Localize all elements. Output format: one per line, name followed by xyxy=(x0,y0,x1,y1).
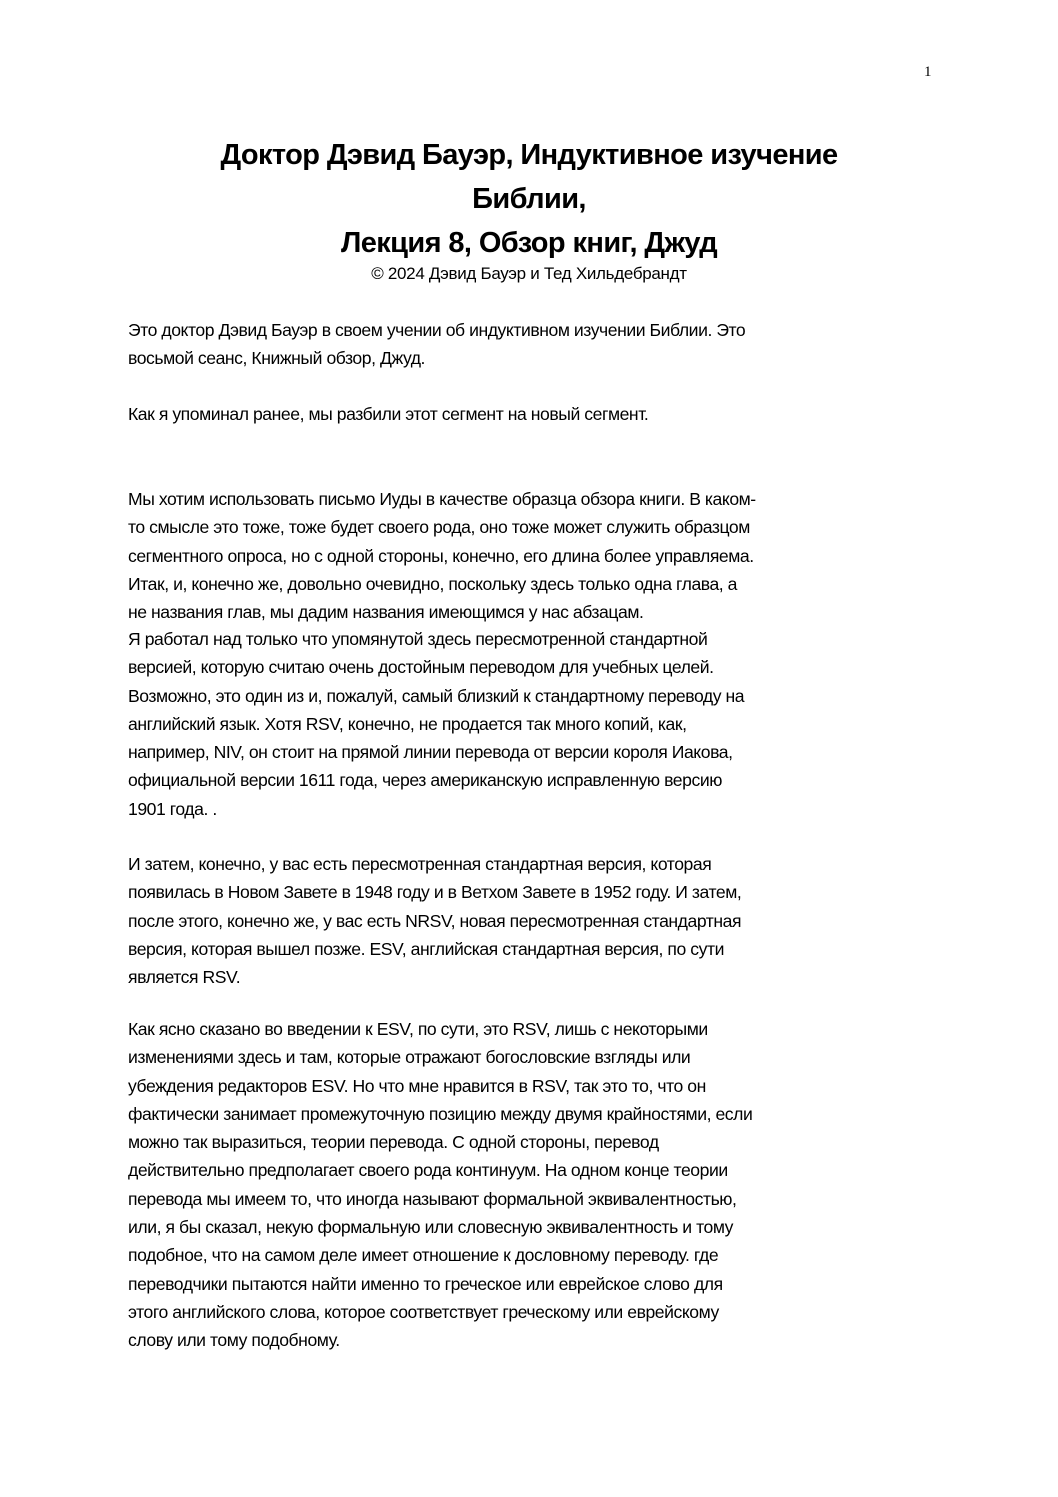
paragraph-line: Как ясно сказано во введении к ESV, по сути, это RSV, лишь с некоторыми xyxy=(128,1019,708,1039)
paragraph xyxy=(128,1015,958,1355)
paragraph-line: убеждения редакторов ESV. Но что мне нравится в RSV, так это то, что он xyxy=(128,1075,706,1096)
paragraph-line: Это доктор Дэвид Бауэр в своем учении об индуктивном изучении Библии. Это xyxy=(128,320,746,340)
paragraph xyxy=(128,316,958,373)
paragraph-line: этого английского слова, которое соответствует греческому или еврейскому xyxy=(128,1301,719,1322)
paragraph-line: версия, которая вышел позже. ESV, английская стандартная версия, по сути xyxy=(128,938,724,959)
paragraph-line: подобное, что на самом деле имеет отношение к дословному переводу. где xyxy=(128,1245,719,1266)
title-line: Лекция 8, Обзор книг, Джуд xyxy=(340,227,718,259)
copyright-notice: © 2024 Дэвид Бауэр и Тед Хильдебрандт xyxy=(371,264,687,283)
paragraph-line: действительно предполагает своего рода континуум. На одном конце теории xyxy=(128,1160,728,1181)
paragraph-line: можно так выразиться, теории перевода. С одной стороны, перевод xyxy=(128,1132,659,1153)
paragraph-line: например, NIV, он стоит на прямой линии перевода от версии короля Иакова, xyxy=(128,742,733,763)
paragraph-line: Итак, и, конечно же, довольно очевидно, поскольку здесь только одна глава, а xyxy=(128,573,738,594)
paragraph-line: версией, которую считаю очень достойным переводом для учебных целей. xyxy=(128,657,714,678)
paragraph-line: появилась в Новом Завете в 1948 году и в Ветхом Завете в 1952 году. И затем, xyxy=(128,882,742,903)
paragraph-line: или, я бы сказал, некую формальную или словесную эквивалентность и тому xyxy=(128,1217,734,1238)
paragraph-line: И затем, конечно, у вас есть пересмотренная стандартная версия, которая xyxy=(128,854,712,874)
document-title xyxy=(0,133,1058,265)
paragraph xyxy=(128,485,958,626)
paragraph-line: Мы хотим использовать письмо Иуды в качестве образца обзора книги. В каком- xyxy=(128,489,756,509)
paragraph-line: Как я упоминал ранее, мы разбили этот сегмент на новый сегмент. xyxy=(128,404,649,424)
page-number: 1 xyxy=(924,64,932,80)
paragraph-line: Я работал над только что упомянутой здесь пересмотренной стандартной xyxy=(128,629,708,649)
paragraph-line: Возможно, это один из и, пожалуй, самый близкий к стандартному переводу на xyxy=(128,685,745,706)
paragraph-line: слову или тому подобному. xyxy=(128,1330,340,1351)
paragraph-line: переводчики пытаются найти именно то греческое или еврейское слово для xyxy=(128,1273,723,1294)
paragraph xyxy=(128,625,958,823)
paragraph-line: сегментного опроса, но с одной стороны, конечно, его длина более управляема. xyxy=(128,545,754,566)
paragraph xyxy=(128,400,958,428)
paragraph-line: перевода мы имеем то, что иногда называют формальной эквивалентностью, xyxy=(128,1188,737,1209)
paragraph-line: является RSV. xyxy=(128,967,241,988)
paragraph-line: фактически занимает промежуточную позицию между двумя крайностями, если xyxy=(128,1103,753,1124)
paragraph-line: не названия глав, мы дадим названия имеющимся у нас абзацам. xyxy=(128,602,644,623)
title-line: Библии, xyxy=(472,183,586,215)
paragraph-line: английский язык. Хотя RSV, конечно, не продается так много копий, как, xyxy=(128,713,687,734)
paragraph-line: официальной версии 1611 года, через американскую исправленную версию xyxy=(128,770,722,791)
paragraph-line: восьмой сеанс, Книжный обзор, Джуд. xyxy=(128,348,425,369)
paragraph-line: 1901 года. . xyxy=(128,798,217,819)
paragraph-line: изменениями здесь и там, которые отражают богословские взгляды или xyxy=(128,1047,691,1068)
paragraph-line: после этого, конечно же, у вас есть NRSV, новая пересмотренная стандартная xyxy=(128,910,742,931)
paragraph-line: то смысле это тоже, тоже будет своего рода, оно тоже может служить образцом xyxy=(128,517,750,538)
title-line: Доктор Дэвид Бауэр, Индуктивное изучение xyxy=(220,139,838,171)
paragraph xyxy=(128,850,958,991)
